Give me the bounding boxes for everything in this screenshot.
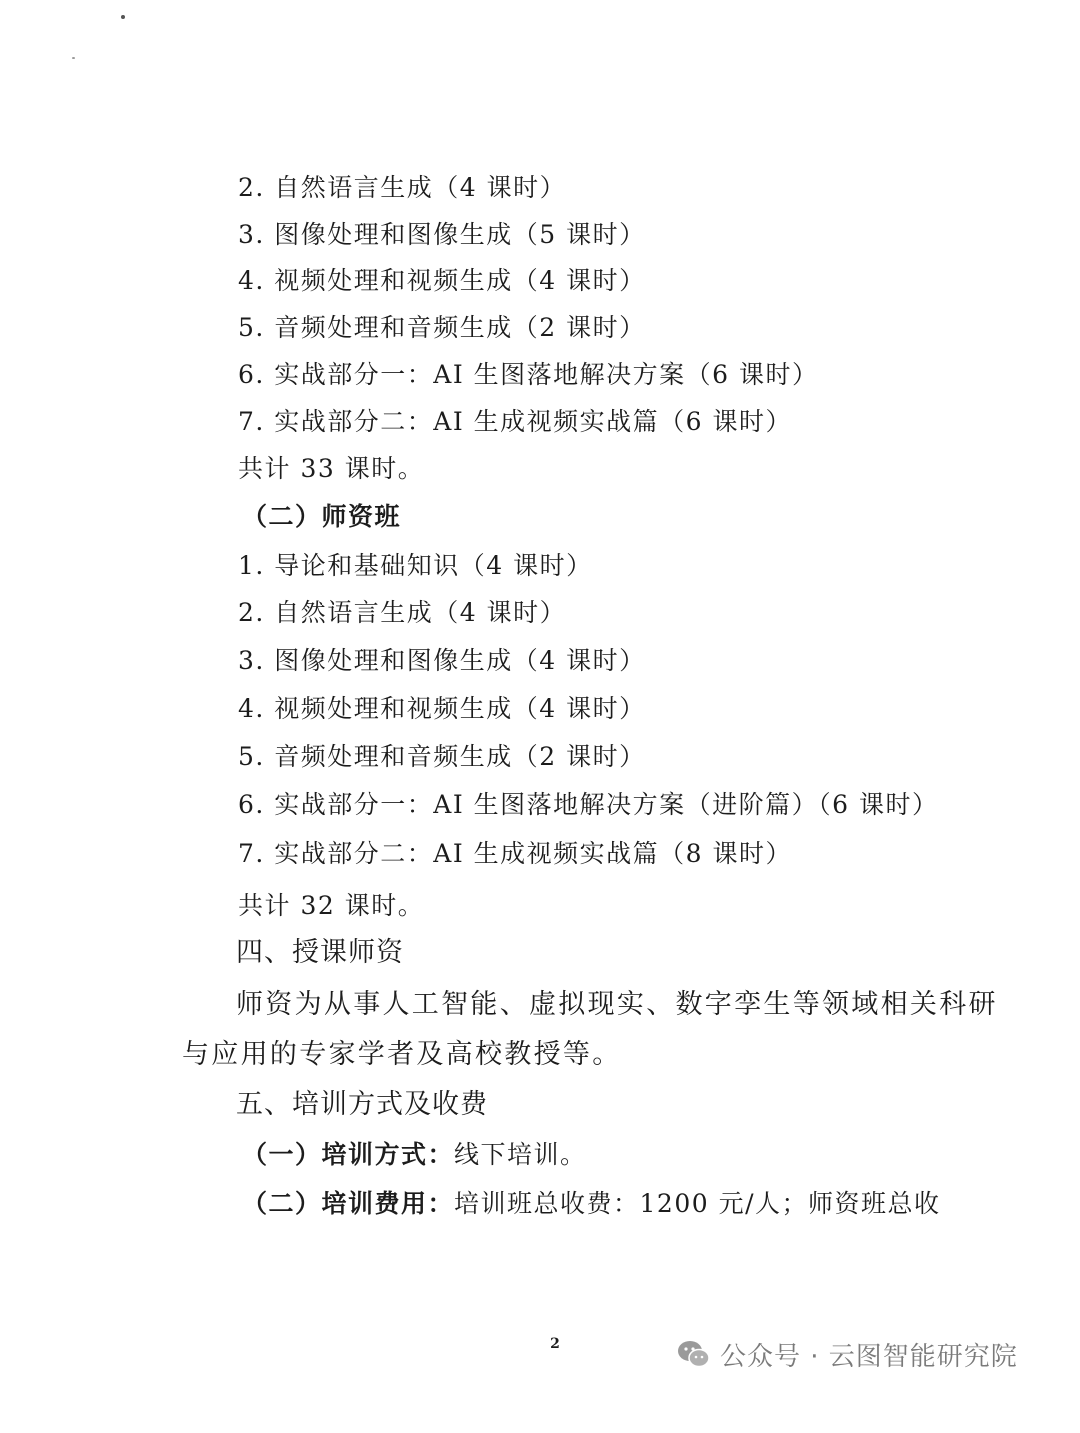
teacher-item: 2. 自然语言生成（4 课时） — [238, 598, 567, 627]
training-mode-label: （一）培训方式： — [242, 1140, 455, 1169]
section-five-heading: 五、培训方式及收费 — [236, 1089, 488, 1120]
teacher-item: 3. 图像处理和图像生成（4 课时） — [238, 646, 646, 675]
watermark — [676, 1334, 1018, 1374]
teacher-class-heading: （二）师资班 — [242, 502, 402, 531]
wechat-icon — [676, 1339, 712, 1369]
section-four-paragraph: 与应用的专家学者及高校教授等。 — [182, 1039, 622, 1070]
training-fee-value: 培训班总收费：1200 元/人；师资班总收 — [454, 1189, 941, 1218]
training-total: 共计 33 课时。 — [238, 454, 425, 483]
training-mode-value: 线下培训。 — [454, 1140, 587, 1169]
training-mode — [242, 1140, 587, 1170]
training-item: 2. 自然语言生成（4 课时） — [238, 173, 567, 202]
training-item: 7. 实战部分二：AI 生成视频实战篇（6 课时） — [238, 407, 793, 436]
section-four-heading: 四、授课师资 — [236, 937, 404, 968]
training-item: 3. 图像处理和图像生成（5 课时） — [238, 220, 646, 249]
teacher-item: 6. 实战部分一：AI 生图落地解决方案（进阶篇）（6 课时） — [238, 790, 939, 819]
teacher-item: 1. 导论和基础知识（4 课时） — [238, 551, 593, 580]
watermark-text: 公众号 · 云图智能研究院 — [720, 1341, 1018, 1372]
teacher-item: 4. 视频处理和视频生成（4 课时） — [238, 694, 646, 723]
teacher-item: 7. 实战部分二：AI 生成视频实战篇（8 课时） — [238, 839, 793, 868]
scan-speck — [72, 57, 75, 59]
teacher-item: 5. 音频处理和音频生成（2 课时） — [238, 742, 646, 771]
training-item: 4. 视频处理和视频生成（4 课时） — [238, 266, 646, 295]
training-fee — [242, 1189, 941, 1219]
section-four-paragraph: 师资为从事人工智能、虚拟现实、数字孪生等领域相关科研 — [236, 989, 998, 1020]
teacher-total: 共计 32 课时。 — [238, 891, 425, 920]
training-item: 5. 音频处理和音频生成（2 课时） — [238, 313, 646, 342]
scan-speck — [121, 15, 125, 19]
training-fee-label: （二）培训费用： — [242, 1189, 455, 1218]
page-number: 2 — [550, 1336, 560, 1352]
training-item: 6. 实战部分一：AI 生图落地解决方案（6 课时） — [238, 360, 819, 389]
